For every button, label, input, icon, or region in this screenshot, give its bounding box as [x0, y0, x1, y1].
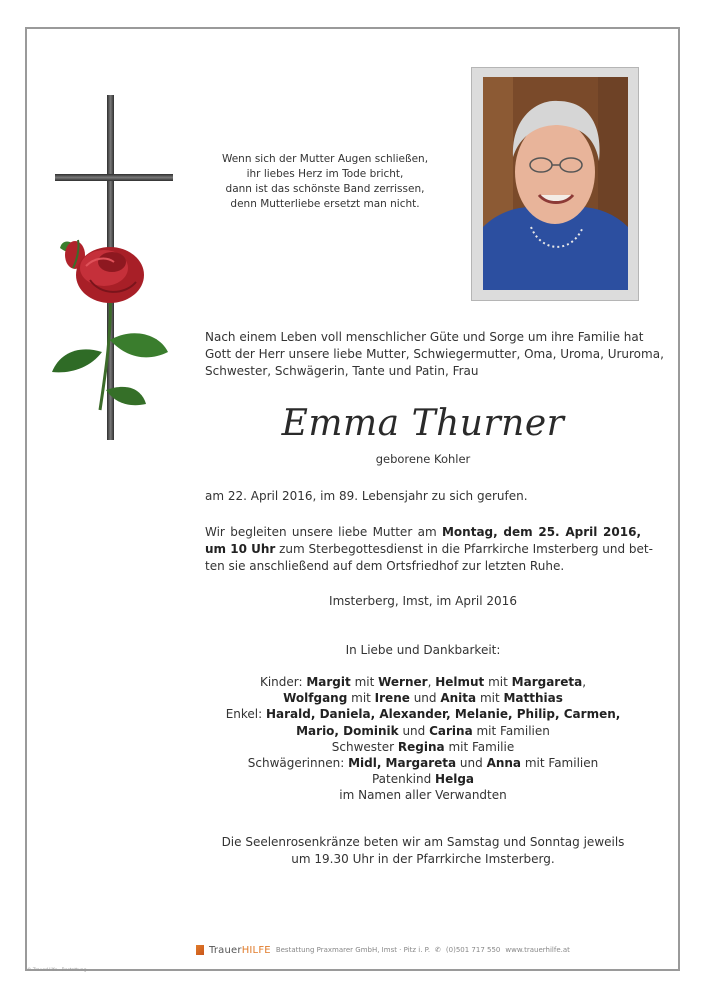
mourners-line: im Namen aller Verwandten	[339, 788, 507, 803]
maiden-name: geborene Kohler	[375, 452, 471, 466]
trauerhilfe-logo-icon	[196, 945, 204, 955]
funeral-info	[205, 524, 653, 575]
mourner-name: Irene	[374, 691, 410, 706]
cross-and-rose-decoration	[40, 90, 180, 450]
poem-line: dann ist das schönste Band zerrissen,	[225, 183, 425, 195]
rosary-line: um 19.30 Uhr in der Pfarrkirche Imsterberg.	[291, 852, 555, 866]
mourner-name: Margareta	[511, 675, 583, 689]
copyright: © TrauerHilfe · Bestattung	[27, 968, 87, 973]
mourner-name: Wolfgang	[283, 691, 348, 706]
portrait-photo	[483, 77, 628, 290]
poem-line: denn Mutterliebe ersetzt man nicht.	[230, 198, 420, 210]
footer-company: Bestattung Praxmarer GmbH, Imst · Pitz i. P.	[275, 946, 431, 954]
thanks-line: In Liebe und Dankbarkeit:	[345, 643, 501, 657]
mourners-line: Schwägerinnen: Midl, Margareta und Anna mit Familien	[247, 756, 599, 771]
intro-line: Schwester, Schwägerin, Tante und Patin, Frau	[205, 364, 479, 378]
poem-line: ihr liebes Herz im Tode bricht,	[246, 168, 404, 180]
footer-web[interactable]: www.trauerhilfe.at	[505, 946, 570, 954]
mourners-line	[205, 771, 641, 787]
funeral-time: um 10 Uhr	[205, 542, 276, 556]
mourners-line	[205, 706, 641, 722]
mourner-name: Margit	[306, 675, 351, 689]
memorial-poem	[205, 152, 445, 212]
death-date-text: am 22. April 2016, im 89. Lebensjahr zu sich gerufen.	[205, 489, 528, 503]
mourners-line: Wolfgang mit Irene und Anita mit Matthias	[283, 691, 563, 706]
mourner-name: Carina	[429, 723, 473, 738]
mourners-line: Schwester Regina mit Familie	[331, 739, 515, 754]
funeral-date: Montag, dem 25. April 2016,	[441, 525, 641, 539]
mourner-name: Harald, Daniela, Alexander, Melanie, Philip, Carmen,	[265, 707, 621, 722]
footer	[196, 943, 570, 957]
mourner-name: Helmut	[435, 675, 485, 689]
mourner-name: Werner	[378, 675, 428, 689]
mourners-list	[205, 674, 641, 804]
rosary-info	[205, 834, 641, 868]
footer-phone: (0)501 717 550	[445, 946, 501, 954]
intro-line: Gott der Herr unsere liebe Mutter, Schwiegermutter, Oma, Uroma, Ururoma,	[205, 347, 664, 361]
mourner-name: Matthias	[503, 691, 563, 706]
phone-icon: ✆	[435, 946, 441, 954]
mourner-name: Anna	[486, 756, 522, 771]
mourner-name: Midl, Margareta	[348, 756, 457, 771]
poem-line: Wenn sich der Mutter Augen schließen,	[221, 153, 429, 165]
label-grandchildren: Enkel:	[225, 707, 266, 722]
label-children: Kinder:	[259, 675, 307, 689]
funeral-text: ten sie anschließend auf dem Ortsfriedhof zur letzten Ruhe.	[205, 559, 565, 573]
footer-logo: TrauerHILFE	[209, 944, 271, 956]
mourner-name: Mario, Dominik	[296, 723, 399, 738]
mourner-name: Anita	[440, 691, 477, 706]
mourners-line: Mario, Dominik und Carina mit Familien	[296, 723, 550, 738]
label-sisters-in-law: Schwägerinnen:	[247, 756, 349, 771]
intro-line: Nach einem Leben voll menschlicher Güte und Sorge um ihre Familie hat	[205, 330, 644, 344]
funeral-text: Wir begleiten unsere liebe Mutter am	[205, 525, 442, 539]
mourners-line: Kinder: Margit mit Werner, Helmut mit Margareta,	[259, 675, 587, 689]
intro-text	[205, 329, 664, 380]
place-and-date: Imsterberg, Imst, im April 2016	[329, 594, 517, 608]
label-sister: Schwester	[331, 739, 398, 754]
mourner-name: Helga	[435, 772, 475, 787]
deceased-name: Emma Thurner	[281, 403, 565, 444]
mourner-name: Regina	[397, 739, 445, 754]
funeral-text: zum Sterbegottesdienst in die Pfarrkirche Imsterberg und bet-	[275, 542, 653, 556]
label-godchild: Patenkind	[371, 772, 436, 787]
rosary-line: Die Seelenrosenkränze beten wir am Samstag und Sonntag jeweils	[221, 835, 625, 849]
